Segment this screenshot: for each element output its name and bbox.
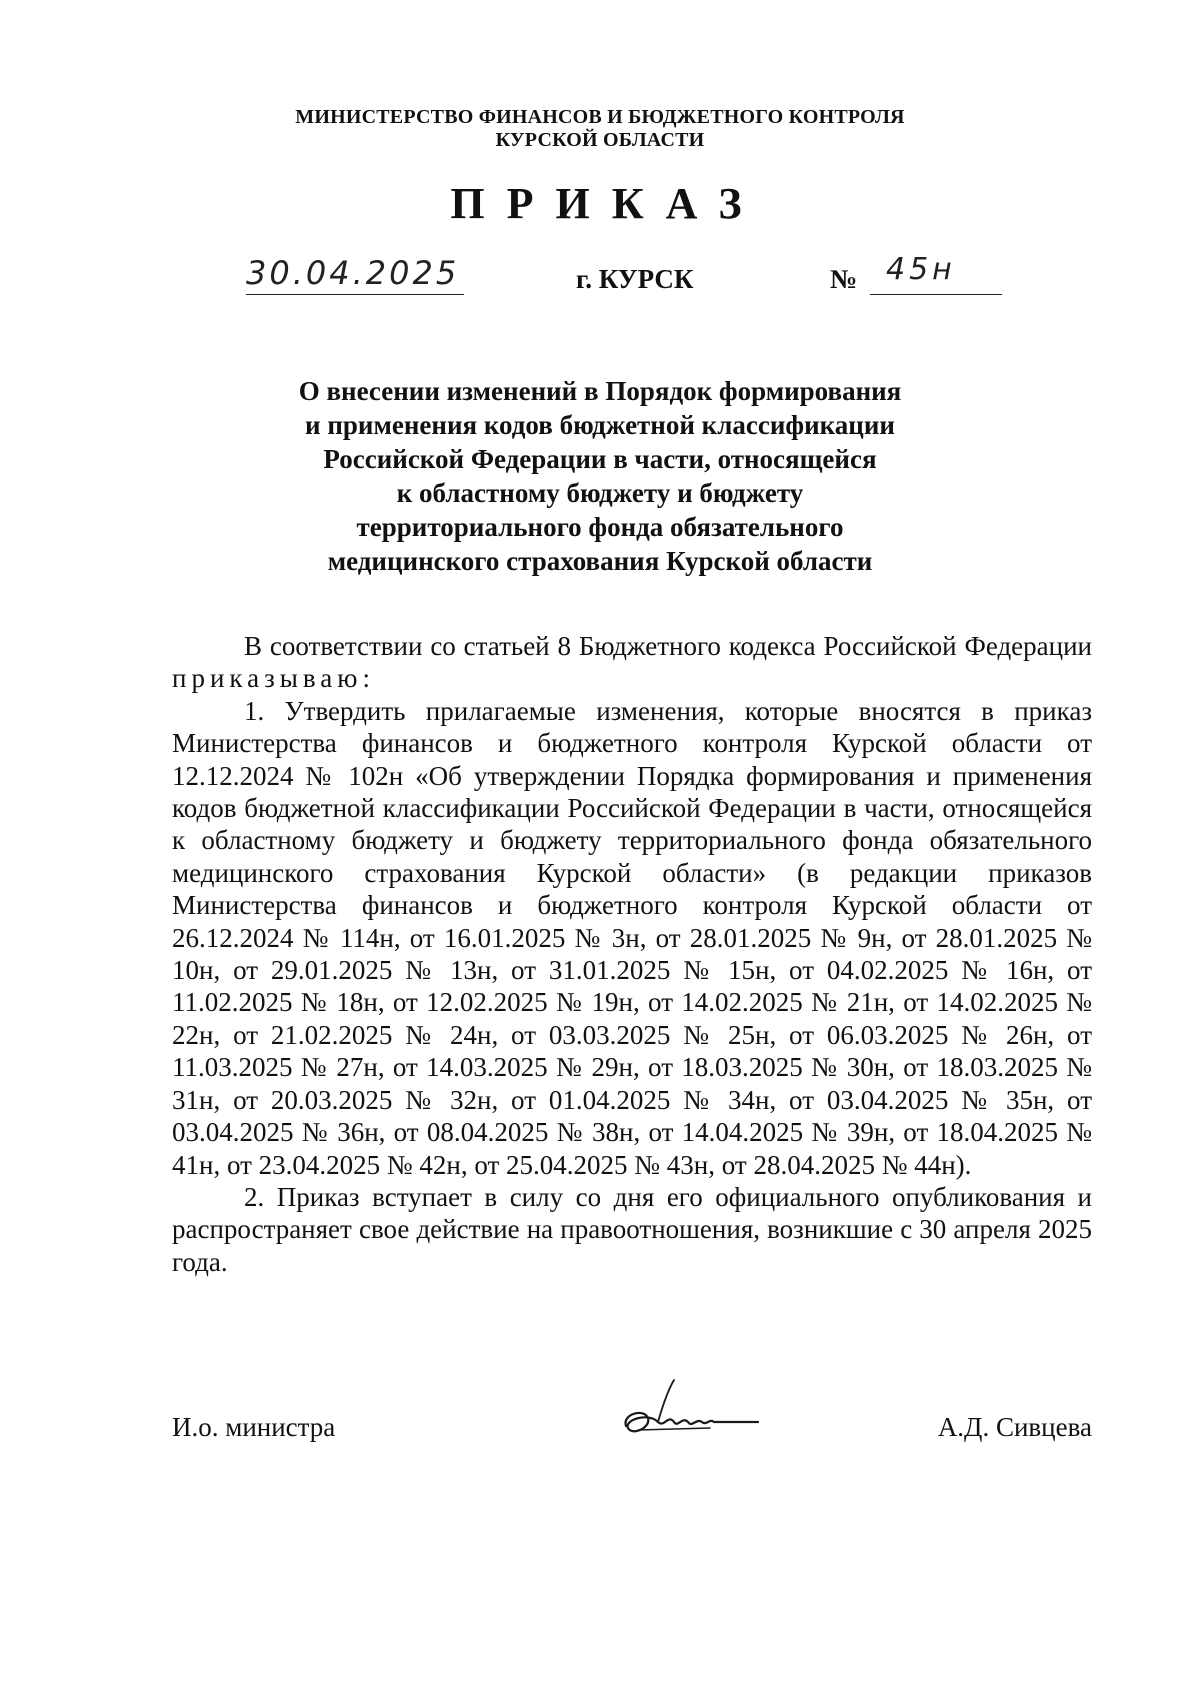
document-city: г. КУРСК (576, 264, 694, 294)
subject-line: О внесении изменений в Порядок формирования (298, 376, 902, 406)
subject-line: к областному бюджету и бюджету (396, 478, 804, 508)
date-underline (246, 294, 464, 296)
document-subject (0, 374, 1200, 578)
number-sign: № (830, 264, 858, 294)
organization-name: МИНИСТЕРСТВО ФИНАНСОВ И БЮДЖЕТНОГО КОНТРОЛЯ (295, 106, 905, 128)
intro-paragraph (172, 630, 1092, 695)
document-meta-row (0, 252, 1200, 308)
item-2-paragraph: 2. Приказ вступает в силу со дня его официального опубликования и распространяет свое действие на правоотношения, возникшие с 30 апреля 2025 года. (172, 1181, 1092, 1277)
subject-line: и применения кодов бюджетной классификации (305, 410, 895, 440)
intro-text: В соответствии со статьей 8 Бюджетного кодекса Российской Федерации (244, 631, 1092, 661)
document-number: 45н (886, 252, 956, 287)
item-1-paragraph: 1. Утвердить прилагаемые изменения, которые вносятся в приказ Министерства финансов и бюджетного контроля Курской области от 12.12.2024 № 102н «Об утверждении Порядка формирования и применения кодов бюджетной классификации Российской Федерации в части, относящейся к областному бюджету и бюджету территориального фонда обязательного медицинского страхования Курской области» (в редакции приказов Министерства финансов и бюджетного контроля Курской области от 26.12.2024 № 114н, от 16.01.2025 № 3н, от 28.01.2025 № 9н, от 28.01.2025 № 10н, от 29.01.2025 № 13н, от 31.01.2025 № 15н, от 04.02.2025 № 16н, от 11.02.2025 № 18н, от 12.02.2025 № 19н, от 14.02.2025 № 21н, от 14.02.2025 № 22н, от 21.02.2025 № 24н, от 03.03.2025 № 25н, от 06.03.2025 № 26н, от 11.03.2025 № 27н, от 14.03.2025 № 29н, от 18.03.2025 № 30н, от 18.03.2025 № 31н, от 20.03.2025 № 32н, от 01.04.2025 № 34н, от 03.04.2025 № 35н, от 03.04.2025 № 36н, от 08.04.2025 № 38н, от 14.04.2025 № 39н, от 18.04.2025 № 41н, от 23.04.2025 № 42н, от 25.04.2025 № 43н, от 28.04.2025 № 44н). (172, 695, 1092, 1180)
subject-line: Российской Федерации в части, относящейся (323, 444, 877, 474)
signer-position: И.о. министра (172, 1412, 336, 1442)
signer-name: А.Д. Сивцева (937, 1412, 1092, 1442)
order-word: приказываю: (172, 663, 375, 694)
handwritten-signature (618, 1378, 768, 1448)
organization-region: КУРСКОЙ ОБЛАСТИ (495, 129, 705, 151)
document-type-title: ПРИКАЗ (450, 179, 764, 228)
number-underline (870, 294, 1002, 296)
document-date: 30.04.2025 (246, 254, 460, 292)
signature-block (0, 1412, 1200, 1472)
document-body (172, 630, 1092, 1278)
subject-line: медицинского страхования Курской области (327, 546, 873, 576)
subject-line: территориального фонда обязательного (356, 512, 844, 542)
